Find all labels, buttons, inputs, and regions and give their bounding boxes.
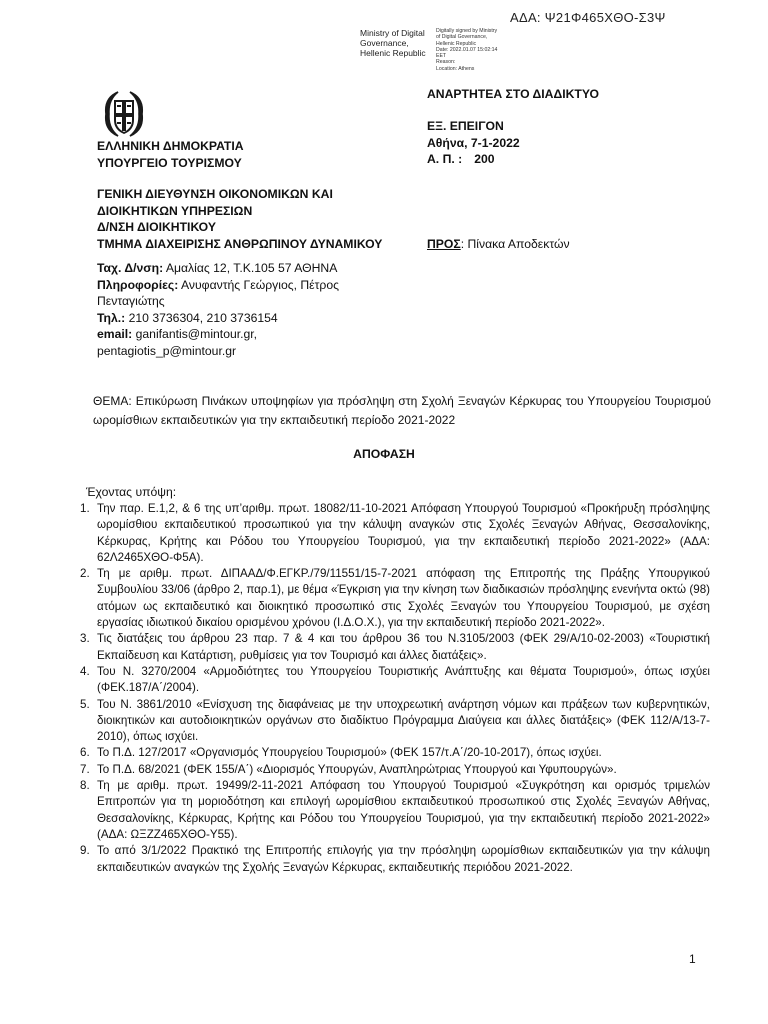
document-date: Αθήνα, 7-1-2022	[427, 135, 520, 150]
address-line: Ταχ. Δ/νση: Αμαλίας 12, Τ.Κ.105 57 ΑΘΗΝΑ	[97, 261, 338, 275]
urgent-label: ΕΞ. ΕΠΕΙΓΟΝ	[427, 119, 504, 133]
post-online-notice: ΑΝΑΡΤΗΤΕΑ ΣΤΟ ΔΙΑΔΙΚΤΥΟ	[427, 87, 599, 101]
considerations-list	[80, 501, 710, 876]
email-line-2: pentagiotis_p@mintour.gr	[97, 343, 237, 358]
subject-paragraph	[93, 392, 711, 429]
info-line-2: Πενταγιώτης	[97, 294, 165, 308]
list-item: 2. Τη με αριθμ. πρωτ. ΔΙΠΑΑΔ/Φ.ΕΓΚΡ./79/11551/15-7-2021 απόφαση της Επιτροπής της Πράξης Υπουργικού Συμβουλίου 33/06 (άρθρο 2, παρ.1), με θέμα «Έγκριση για την κίνηση των διαδικασιών πρόσληψης ενενήντα οκτώ (98) ατόμων ως εκπαιδευτικό και διοικητικό προσωπικό στις Σχολές Ξεναγών του Υπουργείου Τουρισμού, με σχέση εργασίας ιδιωτικού δικαίου ορισμένου χρόνου (Ι.Δ.Ο.Χ.), για την εκπαιδευτική περίοδο 2021-2022».	[80, 567, 710, 630]
decision-title: ΑΠΟΦΑΣΗ	[353, 447, 415, 461]
list-item: 6. Το Π.Δ. 127/2017 «Οργανισμός Υπουργείου Τουρισμού» (ΦΕΚ 157/τ.Α΄/20-10-2017), όπως ισχύει.	[80, 746, 602, 760]
tel-line: Τηλ.: 210 3736304, 210 3736154	[97, 310, 278, 325]
protocol-number: Α. Π. : 200	[427, 152, 495, 166]
info-line: Πληροφορίες: Ανυφαντής Γεώργιος, Πέτρος	[97, 277, 340, 292]
republic-name: ΕΛΛΗΝΙΚΗ ΔΗΜΟΚΡΑΤΙΑ	[97, 139, 244, 153]
list-item: 3. Τις διατάξεις του άρθρου 23 παρ. 7 & 4 και του άρθρου 36 του Ν.3105/2003 (ΦΕΚ 29/Α/10-02-2003) «Τουριστική Εκπαίδευση και Κατάρτιση, ρυθμίσεις για τον Τουρισμό και άλλες διατάξεις».	[80, 632, 710, 662]
signature-details: Digitally signed by Ministry of Digital Governance, Hellenic Republic Date: 2022.01.07 15:02:14 EET Reason: Location: Athens	[436, 28, 498, 72]
list-item: 8. Τη με αριθμ. πρωτ. 19499/2-11-2021 Απόφαση του Υπουργού Τουρισμού «Συγκρότηση και ορισμός τριμελών Επιτροπών για τη μοριοδότηση και επιλογή ωρομίσθιου εκπαιδευτικού προσωπικού στις Σχολές Ξεναγών Αθήνας, Θεσσαλονίκης, Κέρκυρας, Κρήτης και Ρόδου του Υπουργείου Τουρισμού, για την εκπαιδευτική περίοδο 2021-2022» (ΑΔΑ: ΩΞΖΖ465ΧΘΟ-Υ55).	[80, 779, 710, 841]
list-item: 1. Την παρ. Ε.1,2, & 6 της υπ’αριθμ. πρωτ. 18082/11-10-2021 Απόφαση Υπουργού Τουρισμού «Προκήρυξη πρόσληψης ωρομίσθιου εκπαιδευτικού προσωπικού για την κάλυψη αναγκών στις Σχολές Ξεναγών Αθήνας, Θεσσαλονίκης, Κέρκυρας, Κρήτης και Ρόδου του Υπουργείου Τουρισμού, για την εκπαιδευτική περίοδο 2021-2022» (ΑΔΑ: 62Λ2465ΧΘΟ-Φ5Α).	[80, 502, 710, 564]
issuer-heading	[97, 138, 244, 172]
subject-text: Επικύρωση Πινάκων υποψηφίων για πρόσληψη στη Σχολή Ξεναγών Κέρκυρας του Υπουργείου Τουρισμού ωρομίσθιων εκπαιδευτικών για την εκπαιδευτική περίοδο 2021-2022	[93, 394, 711, 427]
document-meta	[427, 118, 520, 168]
department-block: ΓΕΝΙΚΗ ΔΙΕΥΘΥΝΣΗ ΟΙΚΟΝΟΜΙΚΩΝ ΚΑΙ ΔΙΟΙΚΗΤΙΚΩΝ ΥΠΗΡΕΣΙΩΝ Δ/ΝΣΗ ΔΙΟΙΚΗΤΙΚΟΥ ΤΜΗΜΑ ΔΙΑΧΕΙΡΙΣΗΣ ΑΝΘΡΩΠΙΝΟΥ ΔΥΝΑΜΙΚΟΥ	[97, 187, 383, 251]
ministry-name: ΥΠΟΥΡΓΕΙΟ ΤΟΥΡΙΣΜΟΥ	[97, 156, 242, 170]
email-line: email: ganifantis@mintour.gr,	[97, 327, 258, 341]
greek-coat-of-arms-icon	[96, 86, 152, 142]
list-item: 9. Το από 3/1/2022 Πρακτικό της Επιτροπής επιλογής για την πρόσληψη ωρομίσθιων εκπαιδευτικών για την κάλυψη εκπαιδευτικών αναγκών της Σχολής Ξεναγών Κέρκυρας, εκπαιδευτικής περιόδου 2021-2022.	[80, 844, 710, 874]
list-item: 7. Το Π.Δ. 68/2021 (ΦΕΚ 155/Α΄) «Διορισμός Υπουργών, Αναπληρώτριας Υπουργού και Υφυπουργών».	[80, 762, 617, 776]
page-number: 1	[689, 952, 696, 966]
list-item: 5. Του Ν. 3861/2010 «Ενίσχυση της διαφάνειας με την υποχρεωτική ανάρτηση νόμων και πράξεων των κυβερνητικών, διοικητικών και αυτοδιοικητικών οργάνων στο διαδίκτυο Πρόγραμμα Διαύγεια και άλλες διατάξεις» (ΦΕΚ 112/Α/13-7-2010), όπως ισχύει.	[80, 697, 710, 744]
signature-signer: Ministry of Digital Governance, Hellenic Republic	[360, 28, 426, 58]
contact-block	[97, 260, 367, 359]
list-item: 4. Του Ν. 3270/2004 «Αρμοδιότητες του Υπουργείου Τουριστικής Ανάπτυξης και θέματα Τουρισμού», όπως ισχύει (ΦΕΚ.187/Α΄/2004).	[80, 664, 710, 695]
subject-label: ΘΕΜΑ:	[93, 394, 132, 408]
having-regard-label: Έχοντας υπόψη:	[86, 485, 177, 499]
recipients-line: ΠΡΟΣ: Πίνακα Αποδεκτών	[427, 237, 570, 251]
ada-code: ΑΔΑ: Ψ21Φ465ΧΘΟ-Σ3Ψ	[510, 10, 666, 25]
